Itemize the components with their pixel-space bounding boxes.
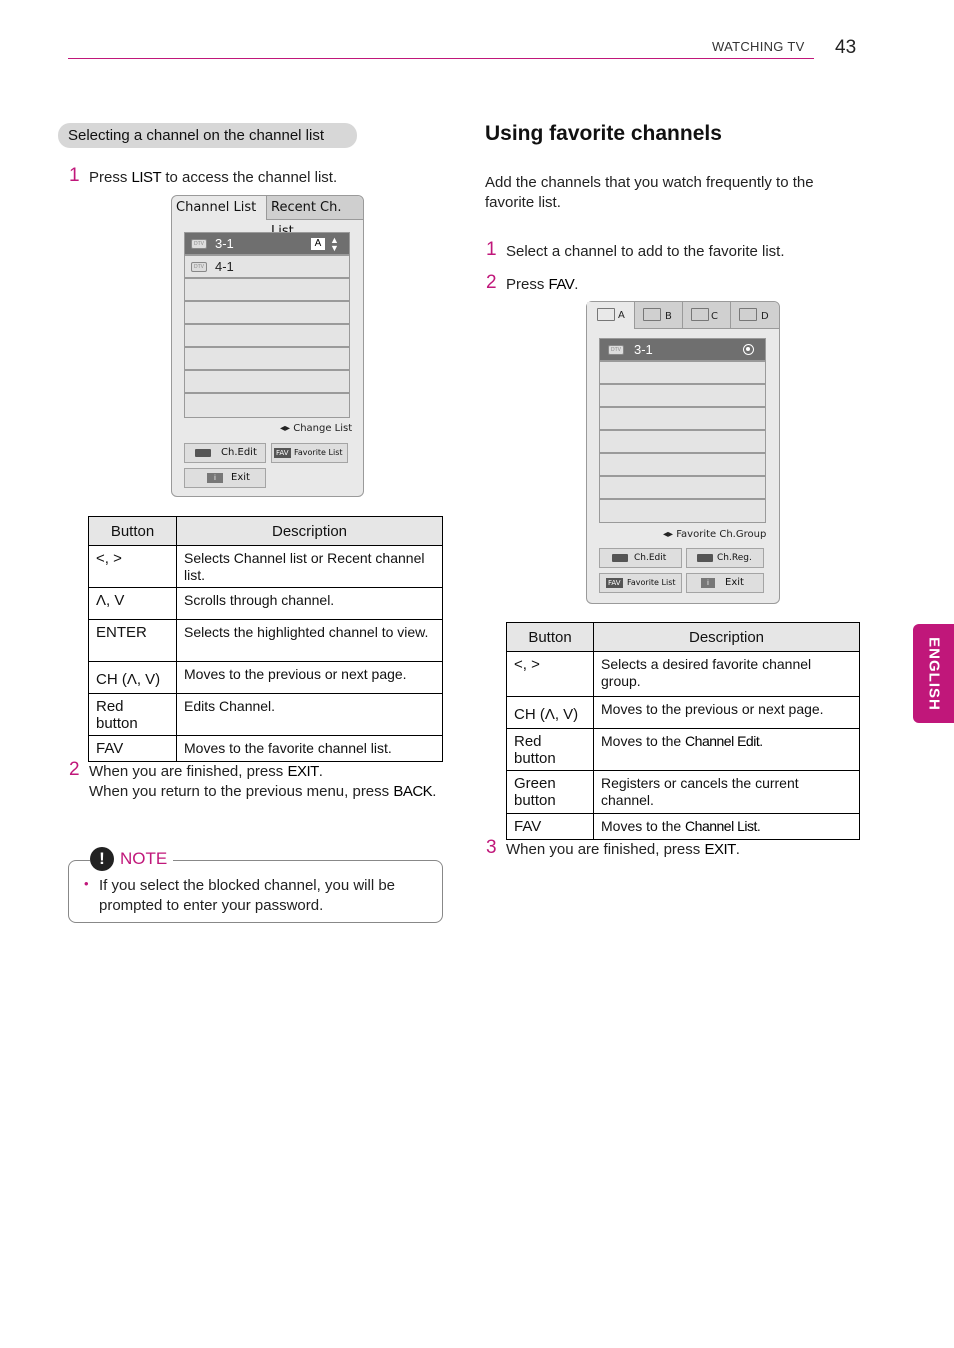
hint-label: Favorite Ch.Group bbox=[676, 529, 767, 540]
step-number: 1 bbox=[69, 165, 80, 186]
key-name: FAV bbox=[548, 276, 575, 293]
tab-channel-list[interactable]: Channel List bbox=[172, 196, 267, 220]
note-label bbox=[90, 847, 173, 871]
step-number: 2 bbox=[486, 272, 497, 293]
tab-recent-ch-list[interactable]: Recent Ch. bbox=[267, 196, 363, 220]
tv-icon: DTV bbox=[191, 239, 207, 249]
step-text: When you are finished, press bbox=[506, 841, 705, 858]
step-text: When you return to the previous menu, press bbox=[89, 783, 394, 800]
channel-row[interactable] bbox=[184, 255, 350, 278]
right-step-3 bbox=[486, 837, 740, 860]
column-header: Description bbox=[177, 517, 443, 546]
button-label: Ch.Reg. bbox=[717, 553, 752, 563]
desc-text: . bbox=[759, 733, 764, 749]
cell-description: Selects a desired favorite channel group. bbox=[594, 652, 860, 697]
empty-row bbox=[599, 476, 766, 499]
cell-description bbox=[594, 729, 860, 771]
cell-button: CH (Λ, V) bbox=[89, 662, 177, 694]
tab-group-b[interactable] bbox=[635, 302, 683, 329]
step-text: Select a channel to add to the favorite list. bbox=[506, 243, 785, 260]
column-header: Button bbox=[507, 623, 594, 652]
green-button-icon bbox=[697, 554, 713, 562]
info-icon: i bbox=[701, 578, 715, 588]
cell-button: Red button bbox=[507, 729, 594, 771]
cell-button: ENTER bbox=[89, 620, 177, 662]
channel-rows bbox=[184, 232, 350, 418]
cell-button: FAV bbox=[507, 814, 594, 840]
cell-description: Selects the highlighted channel to view. bbox=[177, 620, 443, 662]
column-header: Description bbox=[594, 623, 860, 652]
folder-icon bbox=[691, 308, 709, 321]
step-text: . bbox=[432, 783, 437, 800]
empty-row bbox=[184, 278, 350, 301]
empty-row bbox=[184, 324, 350, 347]
channel-row[interactable] bbox=[599, 338, 766, 361]
desc-text: . bbox=[756, 818, 761, 834]
exclamation-icon: ! bbox=[90, 847, 114, 871]
note-text: If you select the blocked channel, you will be prompted to enter your password. bbox=[99, 877, 396, 914]
button-label: Ch.Edit bbox=[634, 553, 667, 563]
section-heading: Using favorite channels bbox=[485, 122, 722, 145]
cell-button: CH (Λ, V) bbox=[507, 697, 594, 729]
table-row bbox=[89, 546, 443, 588]
step-text: Press bbox=[506, 276, 549, 293]
right-step-1 bbox=[486, 239, 785, 262]
cell-button: Λ, V bbox=[89, 588, 177, 620]
page-number: 43 bbox=[835, 37, 857, 58]
favorite-list-button[interactable] bbox=[599, 573, 682, 593]
table-header bbox=[89, 517, 443, 546]
favorite-rows bbox=[599, 338, 766, 523]
empty-row bbox=[599, 361, 766, 384]
step-text: . bbox=[574, 276, 579, 293]
tab-group-c[interactable] bbox=[683, 302, 731, 329]
tab-group-d[interactable] bbox=[731, 302, 779, 329]
step-text: When you are finished, press bbox=[89, 763, 288, 780]
channel-number: 3-1 bbox=[634, 342, 653, 357]
cell-description: Selects Channel list or Recent channel list. bbox=[177, 546, 443, 588]
left-button-table bbox=[88, 516, 443, 762]
key-name: BACK bbox=[393, 783, 433, 800]
hint-label: Change List bbox=[293, 423, 353, 434]
red-button-icon bbox=[195, 449, 211, 457]
exit-button[interactable] bbox=[686, 573, 764, 593]
fav-icon: FAV bbox=[608, 579, 621, 587]
cell-description: Moves to the previous or next page. bbox=[594, 697, 860, 729]
button-label: Exit bbox=[725, 577, 744, 588]
empty-row bbox=[184, 370, 350, 393]
table-row bbox=[507, 697, 860, 729]
audio-badge: A bbox=[311, 238, 325, 250]
cell-description: Edits Channel. bbox=[177, 694, 443, 736]
tab-label: D bbox=[761, 311, 769, 322]
empty-row bbox=[599, 384, 766, 407]
fav-icon: FAV bbox=[276, 449, 289, 457]
left-step-2 bbox=[69, 759, 439, 802]
table-row bbox=[89, 694, 443, 736]
table-row bbox=[89, 620, 443, 662]
exit-button[interactable] bbox=[184, 468, 266, 488]
tab-label: A bbox=[618, 310, 625, 321]
favorite-mark-icon bbox=[743, 344, 754, 355]
folder-icon bbox=[739, 308, 757, 321]
desc-key: Channel List bbox=[685, 818, 757, 834]
channel-number: 4-1 bbox=[215, 259, 234, 274]
language-tab-label: ENGLISH bbox=[925, 636, 942, 711]
note-title: NOTE bbox=[120, 849, 168, 868]
header-section: WATCHING TV bbox=[712, 39, 805, 54]
subheading: Selecting a channel on the channel list bbox=[58, 123, 357, 148]
table-row bbox=[89, 736, 443, 762]
table-row bbox=[89, 662, 443, 694]
cell-button: Green button bbox=[507, 771, 594, 814]
ch-edit-button[interactable] bbox=[184, 443, 266, 463]
favorite-channel-screen bbox=[586, 301, 780, 604]
cell-button: Red button bbox=[89, 694, 177, 736]
favorite-list-button[interactable] bbox=[271, 443, 348, 463]
step-number: 1 bbox=[486, 239, 497, 260]
step-text: to access the channel list. bbox=[161, 169, 338, 186]
ch-reg-button[interactable] bbox=[686, 548, 764, 568]
tab-group-a[interactable] bbox=[587, 302, 635, 329]
cell-description: Scrolls through channel. bbox=[177, 588, 443, 620]
button-label: Ch.Edit bbox=[221, 447, 257, 458]
info-icon: i bbox=[207, 473, 223, 483]
red-button-icon bbox=[612, 554, 628, 562]
button-label: Exit bbox=[231, 472, 250, 483]
step-number: 3 bbox=[486, 837, 497, 858]
intro-text: Add the channels that you watch frequently to the favorite list. bbox=[485, 174, 814, 211]
left-step-1 bbox=[69, 165, 338, 188]
tv-icon: DTV bbox=[191, 262, 207, 272]
change-list-hint bbox=[280, 423, 352, 434]
table-row bbox=[507, 652, 860, 697]
key-name: LIST bbox=[131, 169, 162, 186]
column-header: Button bbox=[89, 517, 177, 546]
button-label: Favorite List bbox=[294, 448, 343, 457]
cell-description bbox=[594, 814, 860, 840]
cell-description: Moves to the previous or next page. bbox=[177, 662, 443, 694]
table-row bbox=[507, 814, 860, 840]
step-number: 2 bbox=[69, 759, 80, 780]
tv-icon: DTV bbox=[608, 345, 624, 355]
empty-row bbox=[599, 453, 766, 476]
ch-edit-button[interactable] bbox=[599, 548, 682, 568]
sort-arrows-icon: ▲ ▼ bbox=[330, 235, 339, 253]
cell-button: <, > bbox=[89, 546, 177, 588]
folder-icon bbox=[597, 308, 615, 321]
desc-text: Moves to the bbox=[601, 818, 686, 834]
cell-description: Moves to the favorite channel list. bbox=[177, 736, 443, 762]
tab-label: B bbox=[665, 311, 672, 322]
step-text: Press bbox=[89, 169, 132, 186]
header-divider bbox=[68, 58, 814, 59]
desc-key: Channel Edit bbox=[685, 733, 760, 749]
empty-row bbox=[184, 393, 350, 418]
tab-label: C bbox=[711, 311, 718, 322]
cell-description: Registers or cancels the current channel. bbox=[594, 771, 860, 814]
table-row bbox=[89, 588, 443, 620]
bullet-icon: • bbox=[84, 876, 89, 891]
empty-row bbox=[599, 407, 766, 430]
cell-button: FAV bbox=[89, 736, 177, 762]
right-step-2 bbox=[486, 272, 579, 295]
favorite-group-hint bbox=[663, 529, 766, 540]
key-name: EXIT bbox=[704, 841, 736, 858]
channel-number: 3-1 bbox=[215, 236, 234, 251]
empty-row bbox=[184, 301, 350, 324]
channel-row[interactable] bbox=[184, 232, 350, 255]
empty-row bbox=[599, 499, 766, 523]
empty-row bbox=[599, 430, 766, 453]
step-text: . bbox=[318, 763, 323, 780]
table-row bbox=[507, 729, 860, 771]
left-right-arrows-icon: ◂▸ bbox=[663, 529, 677, 540]
language-tab bbox=[913, 624, 954, 723]
channel-list-screen bbox=[171, 195, 364, 497]
empty-row bbox=[184, 347, 350, 370]
folder-icon bbox=[643, 308, 661, 321]
desc-text: Moves to the bbox=[601, 733, 686, 749]
table-header bbox=[507, 623, 860, 652]
right-button-table bbox=[506, 622, 860, 840]
button-label: Favorite List bbox=[627, 578, 676, 587]
cell-button: <, > bbox=[507, 652, 594, 697]
key-name: EXIT bbox=[287, 763, 319, 780]
step-text: . bbox=[735, 841, 740, 858]
table-row bbox=[507, 771, 860, 814]
left-right-arrows-icon: ◂▸ bbox=[280, 423, 294, 434]
